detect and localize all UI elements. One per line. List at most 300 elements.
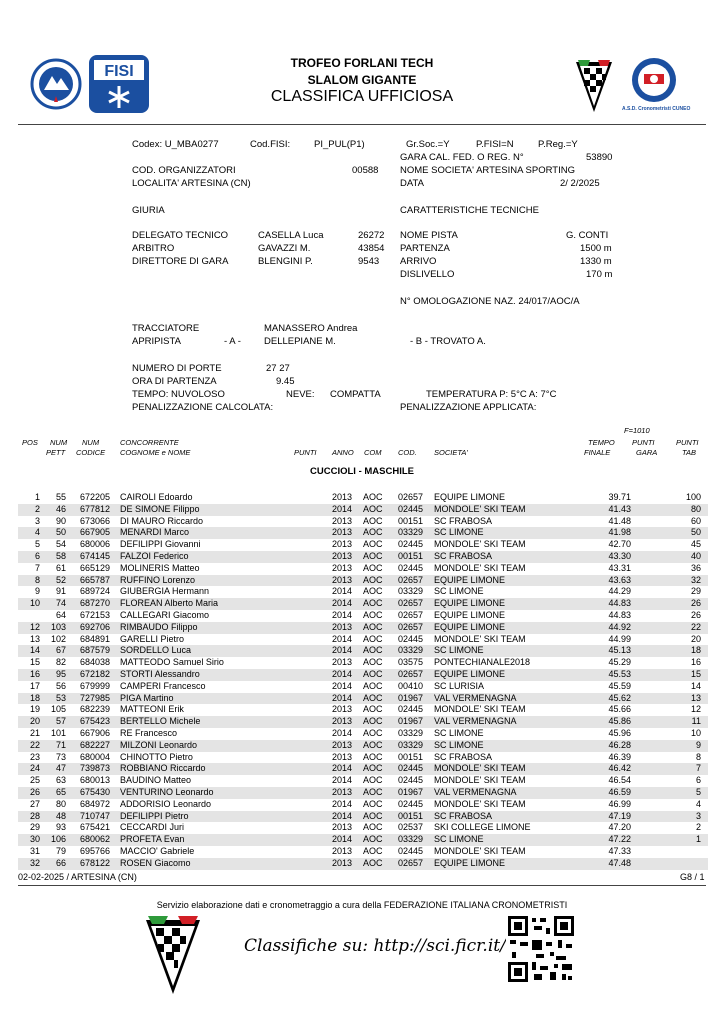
row-soc-code: 00151 [398, 550, 424, 561]
row-soc-code: 00151 [398, 810, 424, 821]
row-soc-code: 00151 [398, 515, 424, 526]
row-soc-code: 02657 [398, 574, 424, 585]
row-code: 684038 [79, 657, 110, 668]
row-societa: SC LIMONE [434, 645, 484, 656]
row-anno: 2014 [332, 598, 353, 609]
row-societa: MONDOLE' SKI TEAM [434, 503, 526, 514]
row-code: 689724 [79, 586, 110, 597]
row-code: 672205 [79, 492, 110, 502]
row-pett: 50 [55, 527, 66, 538]
discipline-title: SLALOM GIGANTE [307, 73, 417, 87]
row-com: AOC [363, 680, 383, 691]
row-pos: 3 [34, 515, 40, 526]
row-pett: 90 [55, 515, 66, 526]
col-codice: CODICE [76, 448, 106, 457]
porte-label: NUMERO DI PORTE [132, 363, 222, 374]
temperatura: TEMPERATURA P: 5°C A: 7°C [426, 389, 557, 400]
row-name: RUFFINO Lorenzo [120, 574, 196, 585]
row-com: AOC [363, 786, 383, 797]
row-code: 710747 [79, 810, 110, 821]
table-row [18, 622, 708, 634]
row-anno: 2013 [332, 492, 353, 502]
row-pett: 74 [55, 598, 66, 609]
ranking-title: CLASSIFICA UFFICIOSA [270, 88, 454, 105]
row-com: AOC [363, 739, 383, 750]
row-name: ROBBIANO Riccardo [120, 763, 206, 774]
row-soc-code: 02445 [398, 539, 424, 550]
row-soc-code: 03329 [398, 586, 424, 597]
row-pett: 73 [55, 751, 66, 762]
delegato-label: DELEGATO TECNICO [132, 230, 229, 241]
arbitro-code: 43854 [358, 243, 385, 254]
table-row [18, 752, 708, 764]
row-time: 46.59 [608, 786, 631, 797]
direttore-label: DIRETTORE DI GARA [132, 256, 229, 267]
qr-code [506, 914, 576, 984]
table-row [18, 728, 708, 740]
row-pos: 27 [29, 798, 40, 809]
row-code: 667905 [79, 527, 110, 538]
row-code: 672153 [79, 609, 110, 620]
row-time: 41.43 [608, 503, 631, 514]
col-gara: GARA [636, 448, 658, 457]
row-pos: 25 [29, 775, 40, 786]
row-pos: 17 [29, 680, 40, 691]
row-societa: SC LURISIA [434, 680, 485, 691]
row-pos: 9 [34, 586, 40, 597]
row-punti-tab: 3 [695, 810, 701, 821]
col-pett: PETT [46, 448, 66, 457]
col-finale: FINALE [584, 448, 611, 457]
row-societa: MONDOLE' SKI TEAM [434, 633, 526, 644]
table-row [18, 681, 708, 693]
row-com: AOC [363, 822, 383, 833]
row-code: 680006 [79, 539, 110, 550]
row-com: AOC [363, 550, 383, 561]
classifiche-link[interactable]: Classifiche su: http://sci.ficr.it/ [244, 936, 506, 956]
row-pett: 106 [50, 834, 66, 845]
row-pett: 52 [55, 574, 66, 585]
row-time: 45.66 [608, 704, 631, 715]
row-com: AOC [363, 621, 383, 632]
logo-fic [574, 58, 614, 114]
row-time: 43.63 [608, 574, 631, 585]
arbitro-name: GAVAZZI M. [258, 243, 311, 254]
row-pett: 63 [55, 775, 66, 786]
row-code: 692706 [79, 621, 110, 632]
results-table [18, 492, 708, 870]
caratteristiche-heading: CARATTERISTICHE TECNICHE [400, 205, 539, 216]
footer-page: G8 / 1 [680, 872, 705, 882]
event-title: TROFEO FORLANI TECH [290, 56, 434, 70]
row-anno: 2014 [332, 763, 353, 774]
row-pett: 79 [55, 845, 66, 856]
table-row [18, 822, 708, 834]
row-soc-code: 02657 [398, 609, 424, 620]
row-com: AOC [363, 515, 383, 526]
row-name: MATTEODO Samuel Sirio [120, 657, 224, 668]
row-societa: MONDOLE' SKI TEAM [434, 704, 526, 715]
delegato-code: 26272 [358, 230, 385, 241]
row-anno: 2014 [332, 775, 353, 786]
row-punti-tab: 9 [695, 739, 701, 750]
col-cognome-nome: COGNOME e NOME [120, 448, 191, 457]
table-row [18, 693, 708, 705]
row-time: 47.33 [608, 845, 631, 856]
row-code: 727985 [79, 692, 110, 703]
row-name: RIMBAUDO Filippo [120, 621, 198, 632]
row-punti-tab: 32 [690, 574, 701, 585]
tracciatore-label: TRACCIATORE [132, 323, 200, 334]
row-com: AOC [363, 692, 383, 703]
direttore-name: BLENGINI P. [258, 256, 313, 267]
neve-value: COMPATTA [330, 389, 381, 400]
row-name: VENTURINO Leonardo [120, 786, 214, 797]
row-time: 46.54 [608, 775, 631, 786]
row-soc-code: 02445 [398, 503, 424, 514]
row-pett: 55 [55, 492, 66, 502]
row-societa: EQUIPE LIMONE [434, 668, 506, 679]
cuneo-logo-caption: A.S.D. Cronometristi CUNEO [622, 106, 691, 112]
partenza-label: PARTENZA [400, 243, 450, 254]
row-name: PROFETA Evan [120, 834, 185, 845]
row-pos: 28 [29, 810, 40, 821]
row-code: 673066 [79, 515, 110, 526]
row-code: 680062 [79, 834, 110, 845]
row-soc-code: 02445 [398, 704, 424, 715]
row-punti-tab: 15 [690, 668, 701, 679]
row-societa: SC LIMONE [434, 527, 484, 538]
row-com: AOC [363, 775, 383, 786]
row-time: 43.31 [608, 562, 631, 573]
tempo-meteo: TEMPO: NUVOLOSO [132, 389, 225, 400]
row-pett: 103 [50, 621, 66, 632]
row-time: 46.42 [608, 763, 631, 774]
table-row [18, 551, 708, 563]
row-time: 45.59 [608, 680, 631, 691]
row-pett: 101 [50, 727, 66, 738]
row-com: AOC [363, 609, 383, 620]
row-name: MILZONI Leonardo [120, 739, 198, 750]
row-com: AOC [363, 633, 383, 644]
row-societa: SC LIMONE [434, 727, 484, 738]
col-punti: PUNTI [294, 448, 317, 457]
row-soc-code: 02657 [398, 621, 424, 632]
row-societa: MONDOLE' SKI TEAM [434, 539, 526, 550]
row-soc-code: 00151 [398, 751, 424, 762]
row-anno: 2013 [332, 704, 353, 715]
col-com: COM [364, 448, 382, 457]
row-societa: EQUIPE LIMONE [434, 857, 506, 868]
penalizzazione-calcolata: PENALIZZAZIONE CALCOLATA: [132, 402, 274, 413]
row-code: 675430 [79, 786, 110, 797]
row-pos: 13 [29, 633, 40, 644]
row-societa: VAL VERMENAGNA [434, 692, 517, 703]
row-code: 687579 [79, 645, 110, 656]
row-pos: 22 [29, 739, 40, 750]
row-code: 665129 [79, 562, 110, 573]
row-anno: 2013 [332, 550, 353, 561]
row-com: AOC [363, 834, 383, 845]
nome-pista-value: G. CONTI [566, 230, 609, 241]
row-com: AOC [363, 492, 383, 502]
row-anno: 2013 [332, 527, 353, 538]
row-punti-tab: 36 [690, 562, 701, 573]
row-pos: 1 [34, 492, 40, 502]
table-row [18, 539, 708, 551]
row-punti-tab: 29 [690, 586, 701, 597]
row-name: DEFILIPPI Giovanni [120, 539, 201, 550]
row-pett: 105 [50, 704, 66, 715]
row-name: MACCIO' Gabriele [120, 845, 195, 856]
row-code: 674145 [79, 550, 110, 561]
row-punti-tab: 7 [695, 763, 701, 774]
row-soc-code: 02445 [398, 775, 424, 786]
row-pett: 54 [55, 539, 66, 550]
row-pett: 58 [55, 550, 66, 561]
row-soc-code: 03329 [398, 834, 424, 845]
partenza-value: 1500 m [580, 243, 612, 254]
row-pos: 14 [29, 645, 40, 656]
col-num-codice: NUM [82, 438, 100, 447]
row-com: AOC [363, 586, 383, 597]
row-pos: 24 [29, 763, 40, 774]
row-name: RE Francesco [120, 727, 178, 738]
row-pos: 31 [29, 845, 40, 856]
apripista-a-name: DELLEPIANE M. [264, 336, 336, 347]
row-punti-tab: 26 [690, 609, 701, 620]
arbitro-label: ARBITRO [132, 243, 175, 254]
codex: Codex: U_MBA0277 [132, 139, 219, 150]
table-row [18, 811, 708, 823]
row-time: 39.71 [608, 492, 631, 502]
row-societa: PONTECHIANALE2018 [434, 657, 531, 668]
table-row [18, 634, 708, 646]
row-societa: EQUIPE LIMONE [434, 574, 506, 585]
table-row [18, 763, 708, 775]
arrivo-label: ARRIVO [400, 256, 437, 267]
data-value: 2/ 2/2025 [560, 178, 600, 189]
row-pett: 46 [55, 503, 66, 514]
row-code: 677812 [79, 503, 110, 514]
table-row [18, 740, 708, 752]
row-anno: 2014 [332, 633, 353, 644]
row-com: AOC [363, 539, 383, 550]
row-time: 46.28 [608, 739, 631, 750]
row-soc-code: 03329 [398, 739, 424, 750]
data-label: DATA [400, 178, 424, 189]
row-anno: 2013 [332, 562, 353, 573]
table-row [18, 846, 708, 858]
row-time: 41.98 [608, 527, 631, 538]
row-soc-code: 03329 [398, 527, 424, 538]
cod-org-value: 00588 [352, 165, 379, 176]
row-pett: 48 [55, 810, 66, 821]
row-name: MOLINERIS Matteo [120, 562, 200, 573]
row-time: 43.30 [608, 550, 631, 561]
row-time: 47.48 [608, 857, 631, 868]
row-societa: EQUIPE LIMONE [434, 598, 506, 609]
cod-fisi-value: PI_PUL(P1) [314, 139, 365, 150]
row-anno: 2014 [332, 668, 353, 679]
f-value: F=1010 [624, 426, 650, 435]
row-name: CAMPERI Francesco [120, 680, 206, 691]
row-anno: 2013 [332, 751, 353, 762]
col-tab: TAB [682, 448, 697, 457]
row-code: 680004 [79, 751, 110, 762]
row-punti-tab: 12 [690, 704, 701, 715]
table-row [18, 492, 708, 504]
row-code: 739873 [79, 763, 110, 774]
row-pett: 67 [55, 645, 66, 656]
row-anno: 2014 [332, 645, 353, 656]
table-row [18, 516, 708, 528]
row-name: BAUDINO Matteo [120, 775, 192, 786]
cod-fisi-label: Cod.FISI: [250, 139, 291, 150]
apripista-a: - A - [224, 336, 241, 347]
row-pos: 12 [29, 621, 40, 632]
row-code: 665787 [79, 574, 110, 585]
row-com: AOC [363, 562, 383, 573]
dislivello-value: 170 m [586, 269, 613, 280]
logo-cronometristi-cuneo [622, 56, 691, 116]
row-societa: SC LIMONE [434, 586, 484, 597]
row-com: AOC [363, 645, 383, 656]
gr-soc: Gr.Soc.=Y [406, 139, 450, 150]
row-time: 46.99 [608, 798, 631, 809]
row-pos: 23 [29, 751, 40, 762]
row-pett: 65 [55, 786, 66, 797]
row-anno: 2013 [332, 716, 353, 727]
row-name: CHINOTTO Pietro [120, 751, 193, 762]
row-com: AOC [363, 527, 383, 538]
row-pett: 57 [55, 716, 66, 727]
row-punti-tab: 80 [690, 503, 701, 514]
row-time: 44.83 [608, 598, 631, 609]
category-heading: CUCCIOLI - MASCHILE [310, 466, 414, 477]
neve-label: NEVE: [286, 389, 315, 400]
row-societa: MONDOLE' SKI TEAM [434, 798, 526, 809]
row-anno: 2013 [332, 574, 353, 585]
table-row [18, 504, 708, 516]
row-societa: SC LIMONE [434, 834, 484, 845]
arrivo-value: 1330 m [580, 256, 612, 267]
row-soc-code: 03329 [398, 727, 424, 738]
row-punti-tab: 6 [695, 775, 701, 786]
row-code: 680013 [79, 775, 110, 786]
row-pett: 82 [55, 657, 66, 668]
row-name: CALLEGARI Giacomo [120, 609, 210, 620]
row-societa: MONDOLE' SKI TEAM [434, 845, 526, 856]
row-pos: 19 [29, 704, 40, 715]
row-pett: 47 [55, 763, 66, 774]
row-soc-code: 02657 [398, 857, 424, 868]
row-punti-tab: 50 [690, 527, 701, 538]
row-com: AOC [363, 798, 383, 809]
row-soc-code: 03329 [398, 645, 424, 656]
row-code: 687270 [79, 598, 110, 609]
row-soc-code: 02445 [398, 562, 424, 573]
row-anno: 2014 [332, 798, 353, 809]
table-row [18, 669, 708, 681]
row-pett: 95 [55, 668, 66, 679]
row-punti-tab: 4 [695, 798, 701, 809]
row-anno: 2014 [332, 834, 353, 845]
table-row [18, 575, 708, 587]
row-anno: 2014 [332, 810, 353, 821]
dislivello-label: DISLIVELLO [400, 269, 455, 280]
table-row [18, 598, 708, 610]
table-row [18, 586, 708, 598]
row-punti-tab: 20 [690, 633, 701, 644]
row-com: AOC [363, 503, 383, 514]
row-pett: 71 [55, 739, 66, 750]
table-row [18, 657, 708, 669]
row-anno: 2014 [332, 692, 353, 703]
row-societa: MONDOLE' SKI TEAM [434, 562, 526, 573]
cod-org-label: COD. ORGANIZZATORI [132, 165, 236, 176]
logo-fic-footer [144, 914, 202, 996]
row-code: 684891 [79, 633, 110, 644]
row-time: 45.29 [608, 657, 631, 668]
row-soc-code: 01967 [398, 692, 424, 703]
row-punti-tab: 1 [695, 834, 701, 845]
row-anno: 2014 [332, 609, 353, 620]
row-time: 45.62 [608, 692, 631, 703]
ora-partenza-label: ORA DI PARTENZA [132, 376, 217, 387]
row-pos: 20 [29, 716, 40, 727]
header-divider [18, 124, 706, 125]
row-anno: 2013 [332, 621, 353, 632]
row-punti-tab: 16 [690, 657, 701, 668]
row-anno: 2013 [332, 822, 353, 833]
row-com: AOC [363, 657, 383, 668]
row-societa: EQUIPE LIMONE [434, 492, 506, 502]
row-soc-code: 01967 [398, 786, 424, 797]
row-code: 695766 [79, 845, 110, 856]
row-punti-tab: 14 [690, 680, 701, 691]
row-punti-tab: 11 [691, 716, 701, 727]
row-name: MENARDI Marco [120, 527, 190, 538]
row-time: 45.13 [608, 645, 631, 656]
row-pos: 2 [34, 503, 40, 514]
row-soc-code: 00410 [398, 680, 424, 691]
row-soc-code: 02537 [398, 822, 424, 833]
row-punti-tab: 22 [690, 621, 701, 632]
col-concorrente: CONCORRENTE [120, 438, 179, 447]
row-anno: 2014 [332, 727, 353, 738]
footer-date-place: 02-02-2025 / ARTESINA (CN) [18, 872, 137, 882]
row-pos: 29 [29, 822, 40, 833]
row-punti-tab: 45 [690, 539, 701, 550]
row-com: AOC [363, 857, 383, 868]
table-row [18, 527, 708, 539]
table-row [18, 610, 708, 622]
row-anno: 2014 [332, 586, 353, 597]
row-pett: 80 [55, 798, 66, 809]
row-anno: 2013 [332, 786, 353, 797]
row-name: CECCARDI Juri [120, 822, 185, 833]
row-pos: 26 [29, 786, 40, 797]
row-pett: 56 [55, 680, 66, 691]
table-row [18, 858, 708, 870]
row-com: AOC [363, 763, 383, 774]
row-soc-code: 02445 [398, 633, 424, 644]
localita: LOCALITA' ARTESINA (CN) [132, 178, 251, 189]
row-time: 47.20 [608, 822, 631, 833]
table-row [18, 645, 708, 657]
delegato-name: CASELLA Luca [258, 230, 324, 241]
